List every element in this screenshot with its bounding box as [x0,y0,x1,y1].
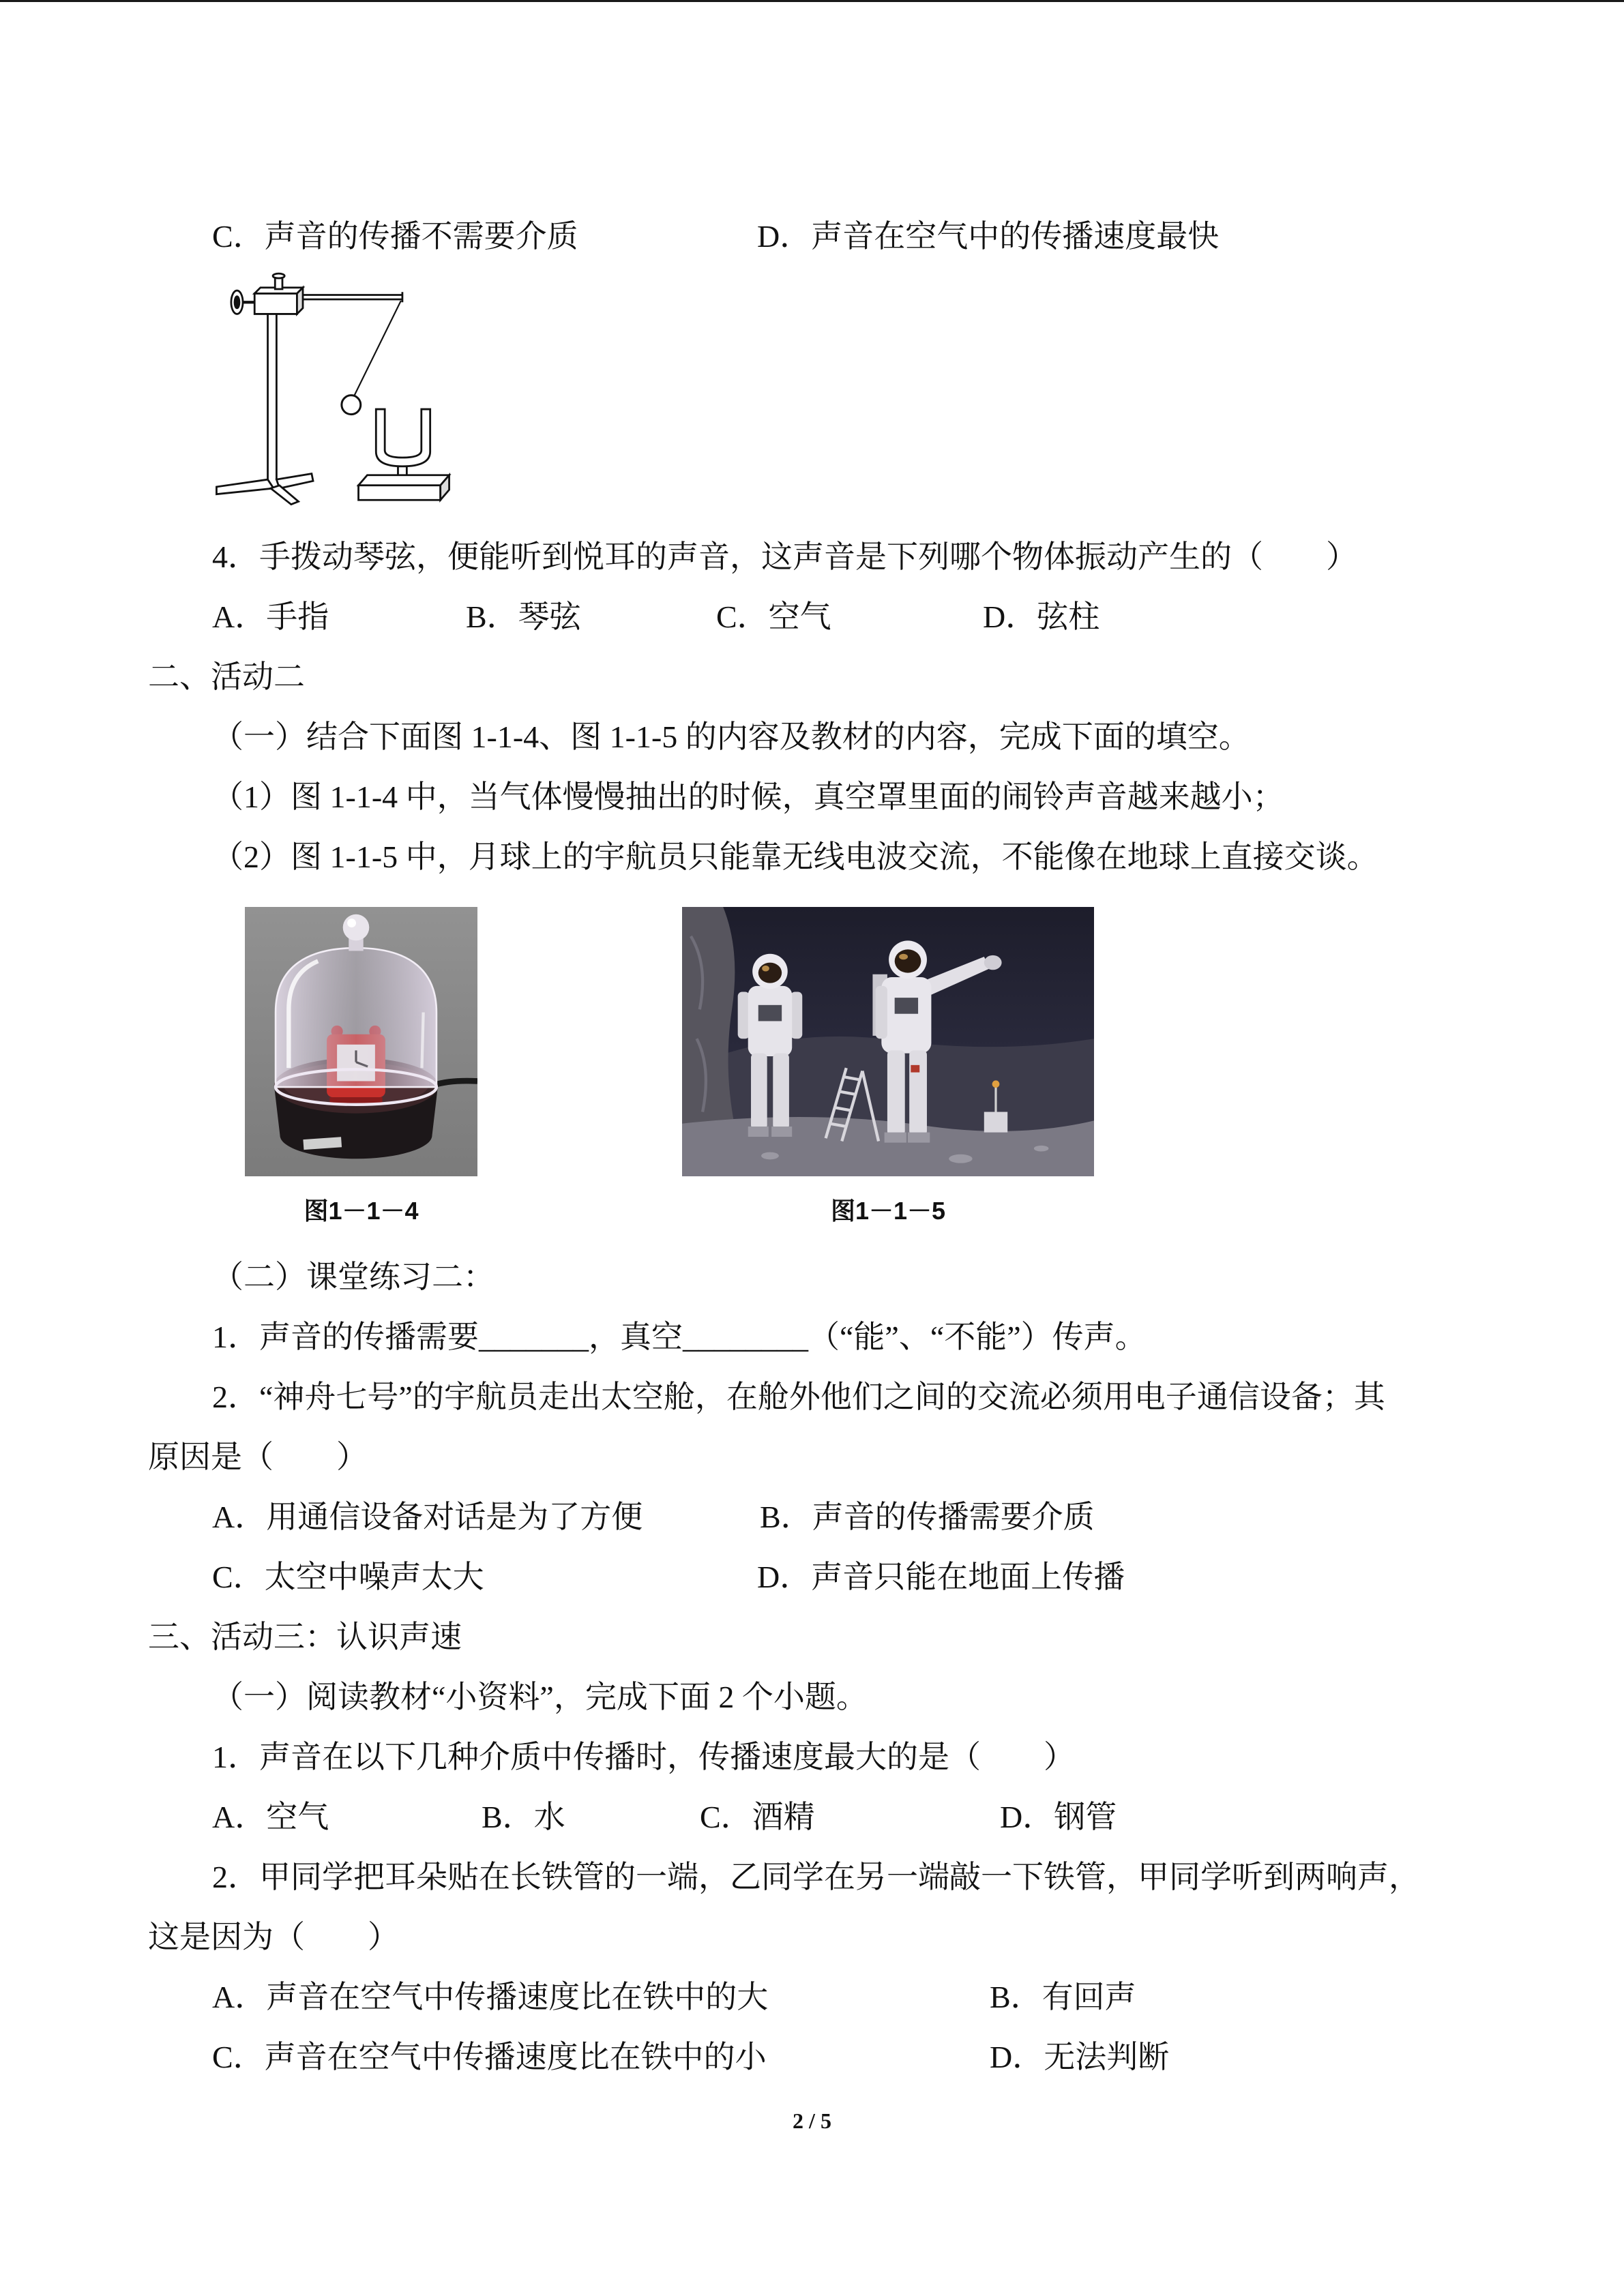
figure-1-1-4-caption: 图1－1－4 [304,1197,419,1225]
stand-base [216,474,313,505]
exercise-2-q2-option-a: A．用通信设备对话是为了方便 [212,1500,643,1534]
exercise-2-q2-option-c: C．太空中噪声太大 [212,1560,484,1594]
question-4-option-d: D．弦柱 [983,599,1100,634]
activity-3-q2-option-c: C．声音在空气中传播速度比在铁中的小 [212,2040,767,2074]
fill-in-text-2: ，真空 [589,1320,683,1354]
activity-3-q1-option-b: B．水 [482,1800,565,1834]
activity-2-item-1: （1）图 1-1-4 中，当气体慢慢抽出的时候，真空罩里面的闹铃声音越来越小； [212,779,1284,814]
activity-3-q1-option-a: A．空气 [212,1800,329,1834]
figure-1-1-5-caption: 图1－1－5 [830,1197,946,1225]
activity-3-q1-option-d: D．钢管 [1000,1800,1117,1834]
prev-option-d: D．声音在空气中的传播速度最快 [757,219,1220,254]
activity-3-q2-option-d: D．无法判断 [990,2040,1170,2074]
pendulum-ball [342,396,361,415]
pendulum-tuning-fork-figure [212,270,454,507]
fill-in-question-1 [212,1307,1147,1367]
activity-2-heading: 二、活动二 [148,659,305,694]
question-4-option-b: B．琴弦 [466,599,581,634]
activity-2-item-2: （2）图 1-1-5 中，月球上的宇航员只能靠无线电波交流，不能像在地球上直接交谈。 [212,839,1378,874]
tuning-fork [376,409,430,477]
page-number: 2 / 5 [793,2108,831,2133]
bell-jar-alarm-clock-photo [245,907,477,1176]
horizontal-rod [303,292,402,302]
activity-3-section-1-intro: （一）阅读教材“小资料”，完成下面 2 个小题。 [212,1680,868,1714]
exercise-2-q2-stem-line-2: 原因是（ ） [148,1440,368,1474]
fill-in-blank-1: _______ [479,1320,589,1354]
activity-3-q1-option-c: C．酒精 [700,1800,815,1834]
stand-pole [268,314,277,482]
question-4-option-c: C．空气 [716,599,831,634]
clamp-block [254,288,303,314]
activity-3-q2-option-a: A．声音在空气中传播速度比在铁中的大 [212,1980,769,2014]
tuning-fork-base [359,475,449,501]
pendulum-string [354,301,401,396]
glass-bell-jar [276,948,437,1105]
activity-2-section-2-heading: （二）课堂练习二： [212,1259,494,1294]
clamp-screw [273,273,284,289]
fill-in-blank-2: ________ [683,1320,808,1354]
question-4-stem: 4．手拨动琴弦，便能听到悦耳的声音，这声音是下列哪个物体振动产生的（ ） [212,539,1357,574]
exercise-2-q2-stem-line-1: 2．“神舟七号”的宇航员走出太空舱，在舱外他们之间的交流必须用电子通信设备；其 [212,1380,1385,1414]
prev-option-c: C．声音的传播不需要介质 [212,219,578,254]
activity-3-q2-stem-line-1: 2．甲同学把耳朵贴在长铁管的一端，乙同学在另一端敲一下铁管，甲同学听到两响声， [212,1860,1420,1894]
activity-3-q2-stem-line-2: 这是因为（ ） [148,1920,399,1954]
activity-3-q1-stem: 1．声音在以下几种介质中传播时，传播速度最大的是（ ） [212,1740,1075,1774]
astronauts-on-moon-photo [682,907,1094,1176]
activity-3-heading: 三、活动三：认识声速 [148,1620,462,1654]
exercise-2-q2-option-b: B．声音的传播需要介质 [760,1500,1095,1534]
activity-2-section-1-intro: （一）结合下面图 1-1-4、图 1-1-5 的内容及教材的内容，完成下面的填空。 [212,719,1250,754]
exercise-2-q2-option-d: D．声音只能在地面上传播 [757,1560,1125,1594]
fill-in-text-1: 1．声音的传播需要 [212,1320,479,1354]
activity-3-q2-option-b: B．有回声 [990,1980,1136,2014]
fill-in-text-3: （“能”、“不能”）传声。 [808,1320,1147,1354]
question-4-option-a: A．手指 [212,599,329,634]
clamp-knob [231,290,243,314]
